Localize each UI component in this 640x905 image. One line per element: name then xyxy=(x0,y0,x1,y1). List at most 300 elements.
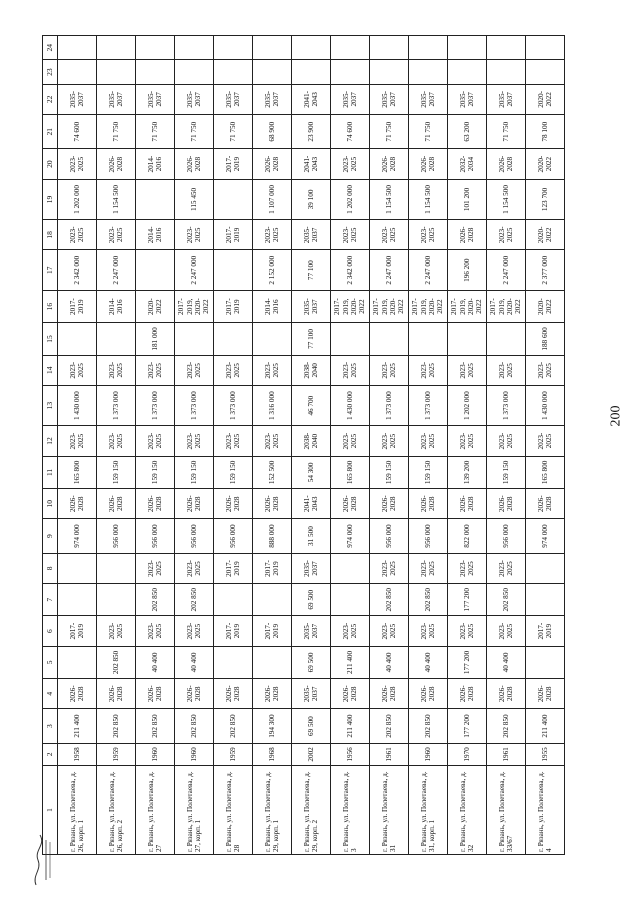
table-cell: 2023-2025 xyxy=(175,426,214,456)
column-header: 11 xyxy=(43,456,58,488)
table-cell: 974 000 xyxy=(58,519,97,553)
table-cell: 165 800 xyxy=(526,456,565,488)
table-cell: 2026-2028 xyxy=(97,679,136,709)
table-cell xyxy=(526,646,565,678)
table-cell: 2023-2025 xyxy=(370,426,409,456)
table-cell: 1960 xyxy=(175,743,214,765)
table-cell: 77 100 xyxy=(292,323,331,355)
table-cell: 202 850 xyxy=(370,584,409,616)
table-cell: 177 200 xyxy=(448,646,487,678)
table-cell: 2017-2019, 2020-2022 xyxy=(448,290,487,322)
table-cell: 2035-2037 xyxy=(58,84,97,114)
table-cell: 202 850 xyxy=(175,709,214,743)
table-cell: 2041-2043 xyxy=(292,489,331,519)
column-header: 23 xyxy=(43,60,58,84)
table-cell: 2023-2025 xyxy=(487,616,526,646)
table-cell: 2023-2025 xyxy=(175,616,214,646)
table-cell: 2026-2028 xyxy=(253,149,292,179)
column-header: 12 xyxy=(43,426,58,456)
table-cell xyxy=(97,36,136,60)
table-cell: 2035-2037 xyxy=(97,84,136,114)
table-cell: 177 200 xyxy=(448,584,487,616)
table-row xyxy=(331,36,370,855)
table-cell xyxy=(370,60,409,84)
table-cell xyxy=(487,36,526,60)
table-cell: 202 850 xyxy=(487,709,526,743)
table-cell xyxy=(292,36,331,60)
column-header: 18 xyxy=(43,220,58,250)
table-cell: 2026-2028 xyxy=(331,679,370,709)
table-cell xyxy=(253,646,292,678)
table-cell: 1955 xyxy=(526,743,565,765)
table-cell: 2026-2028 xyxy=(331,489,370,519)
address-cell: г. Рязань, ул. Полетаева, д. 29, корп. 1 xyxy=(253,766,292,855)
table-cell: 2017-2019 xyxy=(214,553,253,583)
address-cell: г. Рязань, ул. Полетаева, д. 3 xyxy=(331,766,370,855)
address-cell: г. Рязань, ул. Полетаева, д. 31 xyxy=(370,766,409,855)
table-cell: 1961 xyxy=(487,743,526,765)
table-cell xyxy=(214,60,253,84)
table-cell xyxy=(253,584,292,616)
column-header: 17 xyxy=(43,250,58,290)
table-cell: 2026-2028 xyxy=(97,489,136,519)
table-cell xyxy=(58,36,97,60)
table-cell xyxy=(409,60,448,84)
column-header: 13 xyxy=(43,385,58,425)
address-cell: г. Рязань, ул. Полетаева, д. 28 xyxy=(214,766,253,855)
table-cell: 2 247 000 xyxy=(409,250,448,290)
table-cell: 2023-2025 xyxy=(97,220,136,250)
rotated-table-container xyxy=(42,35,592,855)
table-cell: 2 247 000 xyxy=(175,250,214,290)
column-header: 2 xyxy=(43,743,58,765)
table-cell: 202 850 xyxy=(136,584,175,616)
table-cell xyxy=(175,60,214,84)
table-cell: 822 000 xyxy=(448,519,487,553)
table-cell: 2026-2028 xyxy=(370,149,409,179)
table-cell xyxy=(175,36,214,60)
table-cell: 2035-2037 xyxy=(214,84,253,114)
table-cell xyxy=(136,36,175,60)
table-cell: 1 373 000 xyxy=(214,385,253,425)
table-cell: 2026-2028 xyxy=(526,679,565,709)
table-cell: 2023-2025 xyxy=(370,220,409,250)
column-header: 4 xyxy=(43,679,58,709)
table-cell: 159 150 xyxy=(370,456,409,488)
table-cell: 202 850 xyxy=(409,584,448,616)
table-cell: 1 373 000 xyxy=(97,385,136,425)
table-cell xyxy=(97,553,136,583)
table-cell xyxy=(253,36,292,60)
table-cell: 2023-2025 xyxy=(175,355,214,385)
table-cell: 2026-2028 xyxy=(409,149,448,179)
address-cell: г. Рязань, ул. Полетаева, д. 4 xyxy=(526,766,565,855)
table-cell xyxy=(136,60,175,84)
table-cell: 1 316 000 xyxy=(253,385,292,425)
table-cell: 2023-2025 xyxy=(331,616,370,646)
table-cell: 74 600 xyxy=(331,115,370,149)
table-cell xyxy=(136,179,175,219)
table-cell: 2023-2025 xyxy=(487,426,526,456)
table-cell xyxy=(526,553,565,583)
table-cell: 2017-2019 xyxy=(253,616,292,646)
table-cell: 1 202 000 xyxy=(58,179,97,219)
address-cell: г. Рязань, ул. Полетаева, д. 32 xyxy=(448,766,487,855)
table-cell: 2017-2019 xyxy=(214,290,253,322)
table-cell: 2023-2025 xyxy=(331,220,370,250)
table-cell: 2023-2025 xyxy=(331,149,370,179)
table-cell: 2038-2040 xyxy=(292,426,331,456)
address-cell: г. Рязань, ул. Полетаева, д. 31, корп. 1 xyxy=(409,766,448,855)
table-cell: 956 000 xyxy=(409,519,448,553)
table-cell xyxy=(292,60,331,84)
table-cell: 2026-2028 xyxy=(97,149,136,179)
table-cell: 2023-2025 xyxy=(175,553,214,583)
table-cell: 2026-2028 xyxy=(409,679,448,709)
table-cell: 2020-2022 xyxy=(526,84,565,114)
table-cell: 2023-2025 xyxy=(331,426,370,456)
table-cell: 2035-2037 xyxy=(175,84,214,114)
table-cell: 2017-2019 xyxy=(214,220,253,250)
table-cell: 71 750 xyxy=(409,115,448,149)
table-cell: 2026-2028 xyxy=(58,679,97,709)
table-cell: 46 700 xyxy=(292,385,331,425)
table-cell: 2 342 000 xyxy=(331,250,370,290)
column-header: 15 xyxy=(43,323,58,355)
table-cell: 69 500 xyxy=(292,584,331,616)
column-header: 6 xyxy=(43,616,58,646)
table-cell xyxy=(136,250,175,290)
table-cell xyxy=(526,584,565,616)
table-cell xyxy=(370,36,409,60)
table-cell: 115 450 xyxy=(175,179,214,219)
table-cell: 2026-2028 xyxy=(487,679,526,709)
table-cell xyxy=(409,323,448,355)
table-cell xyxy=(331,584,370,616)
table-cell xyxy=(253,60,292,84)
table-cell: 159 150 xyxy=(214,456,253,488)
table-cell: 71 750 xyxy=(175,115,214,149)
table-cell: 2026-2028 xyxy=(526,489,565,519)
table-cell xyxy=(448,36,487,60)
table-cell: 1968 xyxy=(253,743,292,765)
table-cell: 2035-2037 xyxy=(292,220,331,250)
column-header: 22 xyxy=(43,84,58,114)
table-cell: 177 200 xyxy=(448,709,487,743)
column-header: 7 xyxy=(43,584,58,616)
table-cell: 77 100 xyxy=(292,250,331,290)
table-cell: 2023-2025 xyxy=(97,355,136,385)
table-cell: 1960 xyxy=(409,743,448,765)
table-cell: 2035-2037 xyxy=(292,679,331,709)
table-cell: 202 850 xyxy=(97,709,136,743)
table-cell: 2023-2025 xyxy=(487,553,526,583)
table-cell: 40 400 xyxy=(409,646,448,678)
table-cell: 1960 xyxy=(136,743,175,765)
table-cell xyxy=(448,323,487,355)
table-cell: 2026-2028 xyxy=(409,489,448,519)
table-cell: 888 000 xyxy=(253,519,292,553)
table-row xyxy=(175,36,214,855)
table-cell: 2017-2019, 2020-2022 xyxy=(409,290,448,322)
table-cell: 202 850 xyxy=(487,584,526,616)
table-cell: 2023-2025 xyxy=(253,426,292,456)
table-cell: 71 750 xyxy=(214,115,253,149)
table-cell: 2026-2028 xyxy=(214,679,253,709)
table-cell: 1 154 500 xyxy=(409,179,448,219)
table-cell: 54 300 xyxy=(292,456,331,488)
table-row xyxy=(136,36,175,855)
table-cell xyxy=(253,323,292,355)
table-cell: 211 400 xyxy=(331,646,370,678)
table-row xyxy=(526,36,565,855)
table-cell: 1 373 000 xyxy=(175,385,214,425)
address-cell: г. Рязань, ул. Полетаева, д. 29, корп. 2 xyxy=(292,766,331,855)
table-cell: 71 750 xyxy=(370,115,409,149)
table-cell: 2035-2037 xyxy=(331,84,370,114)
table-cell: 2026-2028 xyxy=(370,489,409,519)
table-cell: 2023-2025 xyxy=(58,426,97,456)
table-cell xyxy=(214,646,253,678)
table-cell: 2035-2037 xyxy=(253,84,292,114)
column-header: 19 xyxy=(43,179,58,219)
table-cell: 152 500 xyxy=(253,456,292,488)
table-cell: 2023-2025 xyxy=(409,220,448,250)
table-cell: 23 900 xyxy=(292,115,331,149)
table-cell: 2026-2028 xyxy=(487,149,526,179)
table-cell: 2017-2019 xyxy=(58,616,97,646)
table-cell: 2023-2025 xyxy=(409,553,448,583)
table-cell: 2020-2022 xyxy=(526,290,565,322)
table-cell: 2023-2025 xyxy=(136,355,175,385)
table-cell: 2026-2028 xyxy=(448,489,487,519)
table-cell: 202 850 xyxy=(136,709,175,743)
table-cell: 2035-2037 xyxy=(292,290,331,322)
table-cell xyxy=(448,60,487,84)
table-cell: 2020-2022 xyxy=(526,220,565,250)
column-header: 1 xyxy=(43,766,58,855)
table-cell: 2023-2025 xyxy=(253,355,292,385)
table-row xyxy=(487,36,526,855)
table-cell: 40 400 xyxy=(487,646,526,678)
table-cell xyxy=(214,179,253,219)
column-header: 9 xyxy=(43,519,58,553)
table-cell: 40 400 xyxy=(175,646,214,678)
table-cell: 78 100 xyxy=(526,115,565,149)
table-cell: 71 750 xyxy=(136,115,175,149)
table-cell: 202 850 xyxy=(409,709,448,743)
table-row xyxy=(409,36,448,855)
table-cell: 159 150 xyxy=(97,456,136,488)
table-cell: 2023-2025 xyxy=(175,220,214,250)
table-cell: 1 430 000 xyxy=(331,385,370,425)
table-cell: 2032-2034 xyxy=(448,149,487,179)
table-cell: 1970 xyxy=(448,743,487,765)
table-cell: 2023-2025 xyxy=(448,616,487,646)
table-cell: 39 100 xyxy=(292,179,331,219)
table-cell: 2023-2025 xyxy=(487,355,526,385)
table-row xyxy=(448,36,487,855)
table-cell xyxy=(58,60,97,84)
table-cell: 2023-2025 xyxy=(448,355,487,385)
table-cell: 2023-2025 xyxy=(214,355,253,385)
table-cell: 2038-2040 xyxy=(292,355,331,385)
table-cell xyxy=(214,250,253,290)
column-header: 24 xyxy=(43,36,58,60)
table-cell: 2017-2019, 2020-2022 xyxy=(370,290,409,322)
table-cell xyxy=(97,323,136,355)
table-cell: 139 200 xyxy=(448,456,487,488)
column-header: 21 xyxy=(43,115,58,149)
table-cell: 2014-2016 xyxy=(253,290,292,322)
table-cell: 2023-2025 xyxy=(409,355,448,385)
table-cell: 1 373 000 xyxy=(370,385,409,425)
header-row xyxy=(43,36,58,855)
table-cell: 2026-2028 xyxy=(175,679,214,709)
table-cell: 974 000 xyxy=(526,519,565,553)
address-cell: г. Рязань, ул. Полетаева, д. 27 xyxy=(136,766,175,855)
table-cell: 165 800 xyxy=(331,456,370,488)
table-cell: 2023-2025 xyxy=(370,553,409,583)
table-cell: 71 750 xyxy=(487,115,526,149)
table-row xyxy=(370,36,409,855)
table-cell: 1 373 000 xyxy=(409,385,448,425)
table-row xyxy=(292,36,331,855)
table-cell: 2 342 000 xyxy=(58,250,97,290)
table-cell xyxy=(370,323,409,355)
table-cell: 2035-2037 xyxy=(136,84,175,114)
data-table xyxy=(42,35,565,855)
table-cell: 31 500 xyxy=(292,519,331,553)
table-cell: 69 500 xyxy=(292,709,331,743)
table-cell: 1 202 000 xyxy=(448,385,487,425)
table-cell: 2014-2016 xyxy=(97,290,136,322)
table-cell: 211 400 xyxy=(331,709,370,743)
address-cell: г. Рязань, ул. Полетаева, д. 33/67 xyxy=(487,766,526,855)
table-cell: 202 850 xyxy=(214,709,253,743)
table-cell: 159 150 xyxy=(136,456,175,488)
table-cell: 2023-2025 xyxy=(97,616,136,646)
table-cell: 211 400 xyxy=(58,709,97,743)
table-cell: 2023-2025 xyxy=(97,426,136,456)
table-cell: 2017-2019, 2020-2022 xyxy=(487,290,526,322)
table-cell: 1 202 000 xyxy=(331,179,370,219)
table-cell: 202 850 xyxy=(175,584,214,616)
table-cell xyxy=(214,584,253,616)
column-header: 8 xyxy=(43,553,58,583)
table-cell: 69 500 xyxy=(292,646,331,678)
table-cell xyxy=(526,60,565,84)
table-cell xyxy=(409,36,448,60)
table-cell: 2023-2025 xyxy=(526,355,565,385)
table-cell: 974 000 xyxy=(331,519,370,553)
table-cell xyxy=(214,323,253,355)
table-cell: 2023-2025 xyxy=(370,355,409,385)
table-cell: 2023-2025 xyxy=(58,220,97,250)
table-cell: 956 000 xyxy=(487,519,526,553)
table-cell: 2023-2025 xyxy=(136,426,175,456)
table-row xyxy=(97,36,136,855)
table-cell: 1 373 000 xyxy=(487,385,526,425)
table-cell: 2 247 000 xyxy=(370,250,409,290)
table-cell xyxy=(331,60,370,84)
table-cell xyxy=(97,584,136,616)
table-cell: 2023-2025 xyxy=(526,426,565,456)
table-cell: 1 373 000 xyxy=(136,385,175,425)
table-cell: 2035-2037 xyxy=(370,84,409,114)
table-cell: 2017-2019 xyxy=(526,616,565,646)
table-cell xyxy=(526,36,565,60)
table-cell: 101 200 xyxy=(448,179,487,219)
column-header: 14 xyxy=(43,355,58,385)
table-cell: 1 154 500 xyxy=(487,179,526,219)
table-cell: 196 200 xyxy=(448,250,487,290)
table-cell: 68 900 xyxy=(253,115,292,149)
table-cell: 2023-2025 xyxy=(58,355,97,385)
address-cell: г. Рязань, ул. Полетаева, д. 26, корп. 1 xyxy=(58,766,97,855)
table-cell: 2 247 000 xyxy=(487,250,526,290)
table-cell: 40 400 xyxy=(370,646,409,678)
table-cell: 2023-2025 xyxy=(448,553,487,583)
table-cell: 1 154 500 xyxy=(97,179,136,219)
table-cell: 1961 xyxy=(370,743,409,765)
table-cell: 2026-2028 xyxy=(175,489,214,519)
table-cell: 2035-2037 xyxy=(292,553,331,583)
table-cell: 2017-2019 xyxy=(58,290,97,322)
table-cell xyxy=(331,36,370,60)
table-cell: 2 247 000 xyxy=(97,250,136,290)
table-cell: 2017-2019 xyxy=(253,553,292,583)
table-cell: 211 400 xyxy=(526,709,565,743)
table-cell: 956 000 xyxy=(214,519,253,553)
table-cell xyxy=(214,36,253,60)
table-cell: 159 150 xyxy=(487,456,526,488)
table-cell: 1956 xyxy=(331,743,370,765)
table-cell: 2026-2028 xyxy=(58,489,97,519)
table-cell: 2014-2016 xyxy=(136,149,175,179)
table-cell: 188 600 xyxy=(526,323,565,355)
table-row xyxy=(253,36,292,855)
table-cell: 2017-2019 xyxy=(214,616,253,646)
table-cell xyxy=(331,323,370,355)
table-cell: 956 000 xyxy=(370,519,409,553)
table-cell: 74 600 xyxy=(58,115,97,149)
table-cell: 2026-2028 xyxy=(253,679,292,709)
table-cell: 1958 xyxy=(58,743,97,765)
table-cell: 165 800 xyxy=(58,456,97,488)
table-cell: 956 000 xyxy=(175,519,214,553)
signature-stamp xyxy=(28,820,58,890)
table-row xyxy=(214,36,253,855)
table-cell: 1959 xyxy=(97,743,136,765)
address-cell: г. Рязань, ул. Полетаева, д. 27, корп. 1 xyxy=(175,766,214,855)
column-header: 16 xyxy=(43,290,58,322)
table-cell: 2026-2028 xyxy=(448,679,487,709)
table-cell: 1959 xyxy=(214,743,253,765)
table-cell: 2023-2025 xyxy=(448,426,487,456)
table-cell xyxy=(331,553,370,583)
column-header: 20 xyxy=(43,149,58,179)
table-cell: 194 300 xyxy=(253,709,292,743)
table-cell: 2023-2025 xyxy=(331,355,370,385)
table-cell: 956 000 xyxy=(97,519,136,553)
table-cell: 2023-2025 xyxy=(136,616,175,646)
table-cell xyxy=(58,584,97,616)
table-cell: 71 750 xyxy=(97,115,136,149)
table-cell xyxy=(58,323,97,355)
table-cell: 2020-2022 xyxy=(136,290,175,322)
table-cell: 2023-2025 xyxy=(487,220,526,250)
